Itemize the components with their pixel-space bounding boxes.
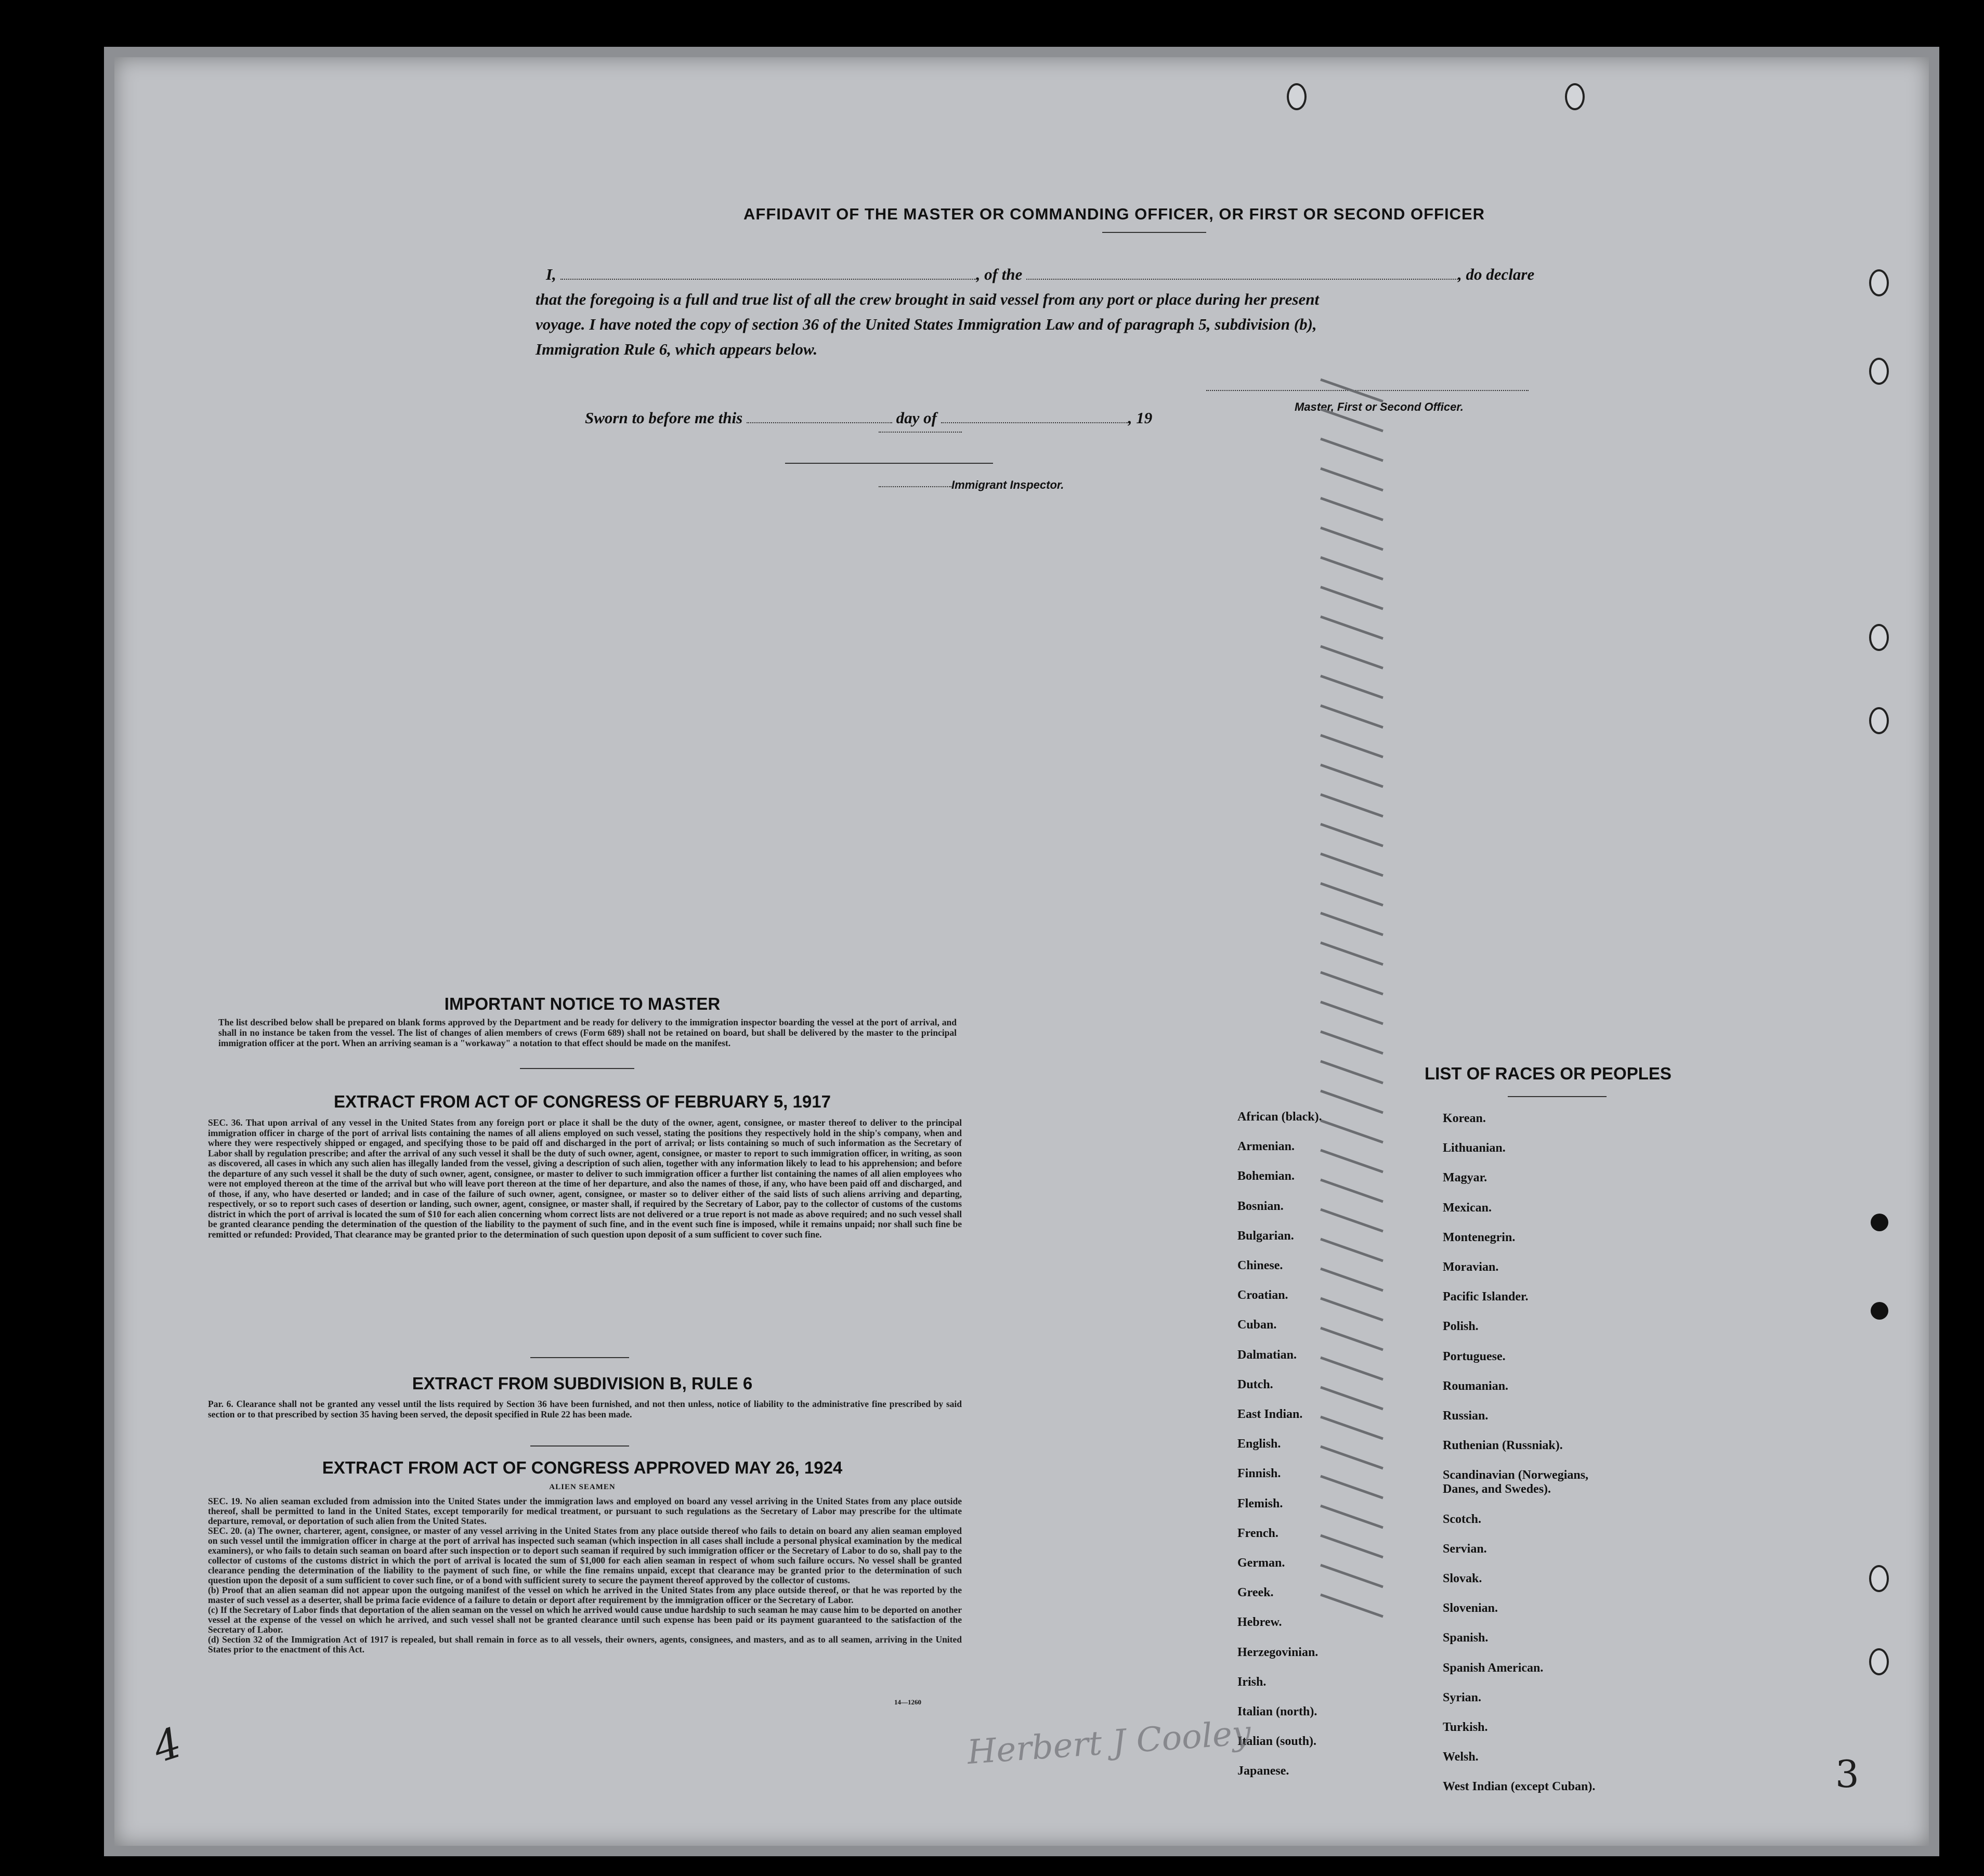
race-item: Mexican.: [1443, 1201, 1492, 1215]
extract-rule6-title: EXTRACT FROM SUBDIVISION B, RULE 6: [412, 1374, 753, 1393]
sworn-line: [585, 409, 1152, 427]
race-item: Spanish.: [1443, 1631, 1489, 1645]
inspector-signature-line[interactable]: [785, 463, 993, 464]
ditto-mark: [1321, 1535, 1383, 1557]
section-20c: (c) If the Secretary of Labor finds that deportation of the alien seaman on the vessel on which he arrived would cause undue hardship to such seaman he may cause him to be deported on another vessel at the expense of the vessel on which he arrived, and such vessel shall not be granted clearance until such expense has been paid or its payment guaranteed to the satisfaction of the Secretary of Labor.: [208, 1605, 962, 1635]
ditto-mark: [1321, 439, 1383, 461]
ditto-mark: [1321, 1180, 1383, 1202]
punch-hole: [1869, 624, 1889, 651]
master-signature-label: Master, First or Second Officer.: [1295, 400, 1464, 413]
ditto-mark: [1321, 794, 1383, 816]
divider: [879, 486, 951, 487]
race-item: Magyar.: [1443, 1171, 1487, 1185]
race-item: Pacific Islander.: [1443, 1290, 1529, 1304]
punch-hole-dark: [1871, 1214, 1888, 1231]
divider: [530, 1357, 629, 1358]
important-notice-title: IMPORTANT NOTICE TO MASTER: [444, 994, 721, 1013]
ditto-marks: [1289, 369, 1414, 1627]
race-item: Syrian.: [1443, 1690, 1482, 1704]
punch-hole: [1565, 83, 1585, 110]
ditto-mark: [1321, 1002, 1383, 1024]
section-20d: (d) Section 32 of the Immigration Act of 1917 is repealed, but shall remain in force as to all vessels, their owners, agents, consignees, and masters, and as to all seamen, arriving in the United States prior to the enactment of this Act.: [208, 1634, 962, 1654]
affidavit-line-2: that the foregoing is a full and true list of all the crew brought in said vessel from any port or place during her present: [536, 290, 1320, 308]
ditto-mark: [1321, 468, 1383, 490]
punch-hole: [1869, 269, 1889, 296]
officer-name-blank[interactable]: [560, 268, 976, 280]
race-item: Bohemian.: [1237, 1169, 1295, 1183]
ditto-mark: [1321, 706, 1383, 727]
race-item: Polish.: [1443, 1320, 1479, 1334]
ditto-mark: [1321, 1387, 1383, 1409]
race-item: Montenegrin.: [1443, 1230, 1516, 1244]
ditto-mark: [1321, 1447, 1383, 1468]
ditto-mark: [1321, 617, 1383, 639]
punch-hole: [1869, 1648, 1889, 1675]
affidavit-line-3: voyage. I have noted the copy of section 36 of the United States Immigration Law and of paragraph 5, subdivision (b),: [536, 315, 1317, 333]
race-item: Chinese.: [1237, 1259, 1283, 1272]
affidavit-line-4: Immigration Rule 6, which appears below.: [536, 340, 818, 358]
race-item: Irish.: [1237, 1675, 1267, 1689]
ditto-mark: [1321, 883, 1383, 905]
affidavit-of-the: , of the: [976, 265, 1023, 283]
affidavit-do-declare: , do declare: [1458, 265, 1535, 283]
race-item: French.: [1237, 1526, 1278, 1540]
extract-1924-body: [208, 1496, 962, 1654]
inspector-signature: Herbert J Cooley: [966, 1714, 1252, 1772]
year-label: , 19: [1128, 409, 1153, 427]
ditto-mark: [1321, 1476, 1383, 1498]
race-item: East Indian.: [1237, 1408, 1303, 1421]
punch-hole: [1869, 1565, 1889, 1592]
ditto-mark: [1321, 1150, 1383, 1172]
race-item: Greek.: [1237, 1586, 1274, 1600]
divider: [1508, 1096, 1607, 1097]
divider: [879, 432, 962, 433]
affidavit-title: AFFIDAVIT OF THE MASTER OR COMMANDING OFFICER, OR FIRST OR SECOND OFFICER: [743, 205, 1485, 223]
section-20b: (b) Proof that an alien seaman did not appear upon the outgoing manifest of the vessel on which he arrived in the United States from any place outside thereof, or that he was reported by the master of such vessel as a deserter, shall be prima facie evidence of a failure to detain or deport after requirement by the immigration officer or the Secretary of Labor.: [208, 1585, 962, 1605]
ditto-mark: [1321, 498, 1383, 520]
race-item: English.: [1237, 1437, 1281, 1451]
race-item: Moravian.: [1443, 1260, 1499, 1274]
affidavit-i: I,: [546, 265, 556, 283]
race-item: Dalmatian.: [1237, 1348, 1297, 1362]
race-item: Slovak.: [1443, 1572, 1482, 1585]
ditto-mark: [1321, 676, 1383, 698]
sworn-label: Sworn to before me this: [585, 409, 743, 427]
race-item: Scandinavian (Norwegians,: [1443, 1468, 1589, 1482]
race-item: Croatian.: [1237, 1288, 1288, 1302]
ditto-mark: [1321, 854, 1383, 876]
race-item: Italian (north).: [1237, 1705, 1317, 1718]
section-20a: SEC. 20. (a) The owner, charterer, agent, consignee, or master of any vessel arriving in the United States from any place outside thereof who fails to detain on board any alien seaman employed on such vessel until the immigration officer in charge at the port of arrival has inspected such seaman (which inspection in all cases shall include a personal physical examination by the medical examiners), or who fails to detain such seaman on board after such inspection or to deport such seaman if required by such immigration officer or the Secretary of Labor to do so, shall pay to the collector of customs of the customs district in which the port of arrival is located the sum of $1,000 for each alien seaman in respect of whom such failure occurs. No vessel shall be granted clearance pending the determination of the liability to the payment of such fine, or while the fine remains unpaid, except that clearance may be granted prior to the determination of such question upon the deposit of a sum sufficient to cover such fine, or of a bond with sufficient surety to secure the payment thereof approved by the collector of customs.: [208, 1526, 962, 1585]
race-item: Lithuanian.: [1443, 1141, 1506, 1155]
punch-hole: [1869, 707, 1889, 734]
races-list-title: LIST OF RACES OR PEOPLES: [1425, 1064, 1672, 1083]
ditto-mark: [1321, 735, 1383, 757]
extract-1917-text: SEC. 36. That upon arrival of any vessel in the United States from any foreign port or place it shall be the duty of the owner, agent, consignee, or master thereof to deliver to the principal immigration officer in charge of the port of arrival lists containing the names of all aliens employed on such vessel, stating the positions they respectively hold in the ship's company, when and where they were respectively shipped or engaged, and specifying those to be paid off and discharged in the port of arrival; or lists containing so much of such information as the Secretary of Labor shall by regulation prescribe; and after the arrival of any such vessel it shall be the duty of such owner, agent, consignee, or master to report to such immigration officer, in writing, as soon as discovered, all cases in which any such alien has illegally landed from the vessel, giving a description of such alien, together with any information likely to lead to his apprehension; and before the departure of any such vessel it shall be the duty of such owner, agent, consignee, or master to deliver to such immigration officer a further list containing the names of all alien employees who were not employed thereon at the time of the arrival but who will leave port thereon at the time of her departure, and also the names of those, if any, who have been paid off and discharged, and of those, if any, who have deserted or landed; and in case of the failure of such owner, agent, consignee, or master so to deliver either of the said lists of such aliens arriving and departing, respectively, or so to report such cases of desertion or landing, such owner, agent, consignee, or master shall, if required by the Secretary of Labor, pay to the collector of customs of the customs district in which the port of arrival is located the sum of $10 for each alien concerning whom correct lists are not delivered or a true report is not made as above required; and no such vessel shall be granted clearance pending the determination of the question of the liability to the payment of such fine, and in the event such fine is imposed, while it remains unpaid; nor shall such fine be remitted or refunded: Provided, That clearance may be granted prior to the determination of such question upon deposit of a sum sufficient to cover such fine.: [208, 1117, 962, 1240]
race-item: Turkish.: [1443, 1721, 1488, 1734]
race-item: West Indian (except Cuban).: [1443, 1780, 1596, 1794]
race-item: Finnish.: [1237, 1467, 1281, 1481]
margin-mark-left: 4: [147, 1718, 188, 1773]
ditto-mark: [1321, 972, 1383, 994]
ditto-mark: [1321, 409, 1383, 431]
race-item: Hebrew.: [1237, 1616, 1282, 1630]
race-item: Russian.: [1443, 1409, 1489, 1423]
extract-1924-title: EXTRACT FROM ACT OF CONGRESS APPROVED MAY 26, 1924: [322, 1458, 843, 1477]
ditto-mark: [1321, 557, 1383, 579]
race-item: Danes, and Swedes).: [1443, 1482, 1551, 1496]
ditto-mark: [1321, 913, 1383, 935]
extract-rule6-text: Par. 6. Clearance shall not be granted any vessel until the lists required by Section 36 have been furnished, and not then unless, notice of liability to the administrative fine prescribed by said section or to that prescribed by section 35 having been served, the deposit specified in Rule 22 has been made.: [208, 1399, 962, 1419]
divider: [530, 1445, 629, 1447]
ditto-mark: [1321, 380, 1383, 401]
sworn-day-blank[interactable]: [747, 412, 892, 423]
ditto-mark: [1321, 1121, 1383, 1142]
ditto-mark: [1321, 1239, 1383, 1261]
race-item: African (black).: [1237, 1110, 1322, 1124]
race-item: Roumanian.: [1443, 1379, 1509, 1393]
race-item: Ruthenian (Russniak).: [1443, 1439, 1563, 1453]
divider: [520, 1068, 634, 1069]
race-item: Spanish American.: [1443, 1661, 1544, 1675]
race-item: Korean.: [1443, 1112, 1486, 1125]
margin-mark-right: 3: [1835, 1752, 1859, 1796]
ditto-mark: [1321, 1565, 1383, 1587]
race-item: Welsh.: [1443, 1750, 1479, 1764]
manifest-page: [114, 57, 1929, 1846]
punch-hole: [1869, 358, 1889, 385]
form-number: 14—1260: [894, 1698, 921, 1706]
divider: [1102, 232, 1206, 233]
ditto-mark: [1321, 587, 1383, 609]
extract-1917-title: EXTRACT FROM ACT OF CONGRESS OF FEBRUARY 5, 1917: [334, 1092, 831, 1111]
extract-1924-subtitle: ALIEN SEAMEN: [549, 1483, 616, 1491]
sworn-month-blank[interactable]: [941, 412, 1128, 423]
race-item: Armenian.: [1237, 1140, 1295, 1154]
vessel-name-blank[interactable]: [1026, 268, 1458, 280]
ditto-mark: [1321, 1209, 1383, 1231]
important-notice-text: The list described below shall be prepared on blank forms approved by the Department and be ready for delivery to the immigration inspector boarding the vessel at the port of arrival, and shall in no instance be taken from the vessel. The list of changes of alien members of crews (Form 689) shall not be retained on board, but shall be delivered by the master to the principal immigration officer at the port. When an arriving seaman is a "workaway" a notation to that effect should be made on the manifest.: [218, 1017, 957, 1048]
section-19: SEC. 19. No alien seaman excluded from admission into the United States under the immigration laws and employed on board any vessel arriving in the United States from any place outside thereof, shall be permitted to land in the United States, except temporarily for medical treatment, or pursuant to such regulations as the Secretary of Labor may prescribe for the ultimate departure, removal, or deportation of such alien from the United States.: [208, 1496, 962, 1526]
race-item: Flemish.: [1237, 1496, 1283, 1510]
ditto-mark: [1321, 1595, 1383, 1617]
race-item: Dutch.: [1237, 1377, 1273, 1391]
ditto-mark: [1321, 1298, 1383, 1320]
punch-hole-dark: [1871, 1302, 1888, 1320]
race-item: German.: [1237, 1556, 1285, 1570]
ditto-mark: [1321, 1032, 1383, 1053]
race-item: Scotch.: [1443, 1512, 1481, 1526]
race-item: Slovenian.: [1443, 1601, 1498, 1616]
ditto-mark: [1321, 824, 1383, 846]
race-item: Servian.: [1443, 1542, 1487, 1556]
ditto-mark: [1321, 646, 1383, 668]
race-item: Italian (south).: [1237, 1735, 1317, 1749]
ditto-mark: [1321, 765, 1383, 787]
ditto-mark: [1321, 1269, 1383, 1291]
race-item: Bulgarian.: [1237, 1229, 1294, 1243]
race-item: Japanese.: [1237, 1764, 1289, 1778]
inspector-signature-label: Immigrant Inspector.: [951, 478, 1064, 491]
ditto-mark: [1321, 1328, 1383, 1350]
ditto-mark: [1321, 1417, 1383, 1439]
ditto-mark: [1321, 528, 1383, 550]
day-of-label: day of: [896, 409, 937, 427]
race-item: Bosnian.: [1237, 1199, 1284, 1213]
race-item: Cuban.: [1237, 1318, 1277, 1332]
ditto-mark: [1321, 943, 1383, 965]
ditto-mark: [1321, 1358, 1383, 1379]
ditto-mark: [1321, 1061, 1383, 1083]
punch-hole: [1287, 83, 1307, 110]
ditto-mark: [1321, 1091, 1383, 1113]
race-item: Herzegovinian.: [1237, 1645, 1319, 1659]
affidavit-declaration-line: [546, 265, 1534, 284]
race-item: Portuguese.: [1443, 1349, 1506, 1363]
ditto-mark: [1321, 1506, 1383, 1528]
